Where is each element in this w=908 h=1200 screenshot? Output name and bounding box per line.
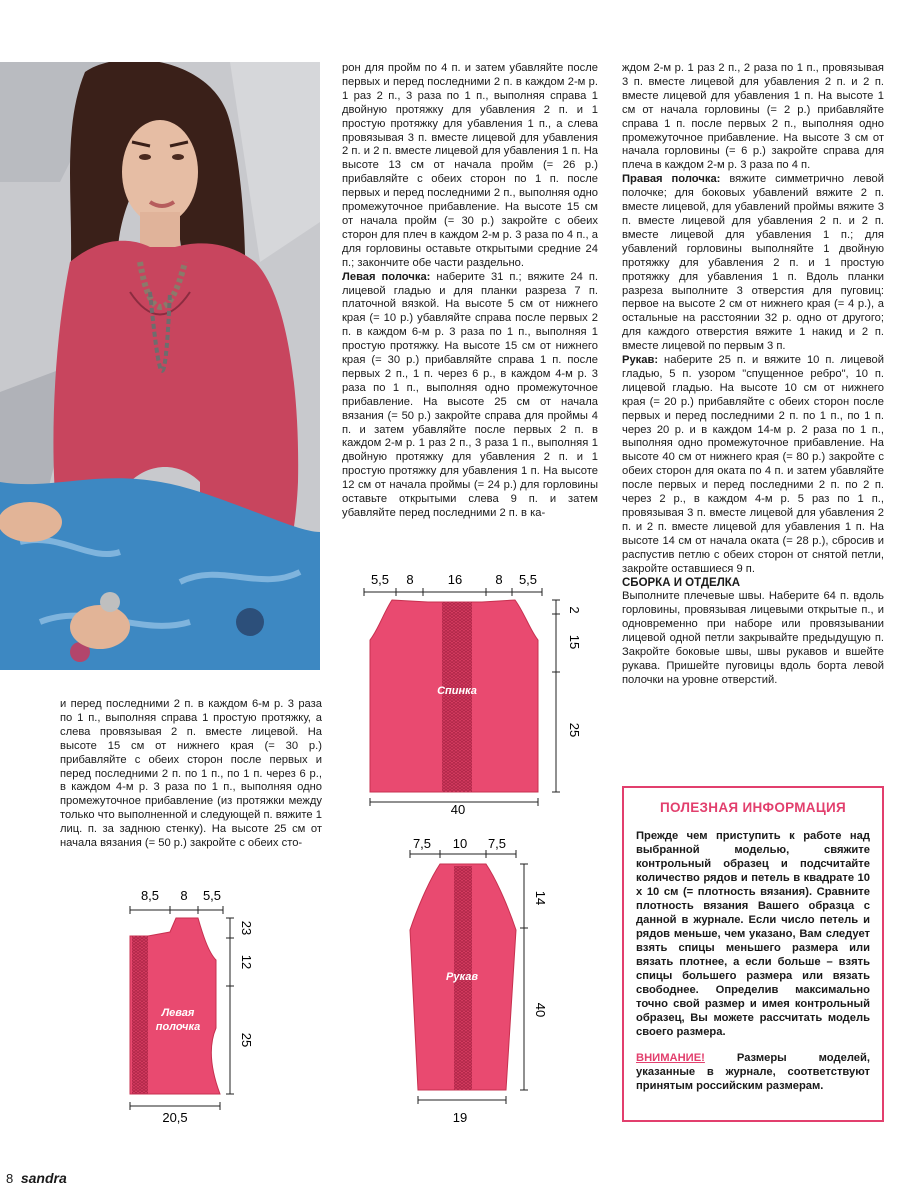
sleeve-dim-right-2: 40 (533, 1002, 548, 1018)
back-armhole-text: рон для пройм по 4 п. и затем убавляйте после первых и перед последними 2 п. в каждом 2-м р. 1 раз 2 п., 3 раза по 1 п., выполняя справа 1 двойную протяжку для убавления 2 п. и 1 простую протяжку для убавления 1 п., а слева провязывая 3 п. вместе лицевой для убавления 2 п. и 2 п. вместе лицевой для убавления 1 п. На высоте 13 см от начала пройм (= 26 р.) прибавляйте с обеих сторон по 1 п. после первых и перед последними 2 п., выполняя одно промежуточное прибавление. На высоте 15 см от начала пройм (= 30 р.) закройте с обеих сторон для плеч в каждом 2-м р. 3 раза по 4 п., а для горловины оставьте открытыми средние 24 п.; закончите обе части раздельно. (342, 62, 598, 269)
instructions-column-right (622, 62, 884, 688)
left-front-text: наберите 31 п.; вяжите 24 п. лицевой гладью и для планки разреза 7 п. платочной вязкой. На высоте 5 см от нижнего края (= 10 р.) убавляйте справа после первых 2 п. в каждом 6-м р. 3 раза по 1 п., выполняя 1 простую протяжку. На высоте 15 см от нижнего края (= 30 р.) прибавляйте справа 1 п. после первых 2 п., 1 п. через 6 р., в каждом 4-м р. 3 раза по 1 п., выполняя одно промежуточное прибавление. На высоте 25 см от начала вязания (= 50 р.) закройте справа для проймы 4 п. и затем убавляйте после первых 2 п. в каждом 2-м р. 1 раз 2 п., 3 раза 1 п., выполняя 1 двойную протяжку для убавления 2 п. и 1 простую протяжку для убавления 1 п. На высоте 12 см от начала проймы (= 24 р.) для горловины оставьте открытыми слева 9 п. и затем убавляйте перед последними 2 п. в ка- (342, 270, 599, 519)
info-box-title: ПОЛЕЗНАЯ ИНФОРМАЦИЯ (659, 800, 847, 815)
instructions-column-left (60, 698, 322, 851)
right-front-label: Правая полочка: (622, 173, 721, 186)
front-dim-top-1: 8,5 (140, 888, 160, 903)
info-box-body: Прежде чем приступить к работе над выбранной моделью, свяжите контрольный образец и подсчитайте количество рядов и петель в квадрате 10 х 10 см (= плотность вязания). Сравните плотность вязания Вашего образца с данной в журнале. Если число петель и рядов меньше, чем указано, Вам следует взять спицы меньшего размера или вязать плотнее, а если больше – взять спицы большего размера или вязать свободнее. Определив максимально точно свой размер и имея контрольный образец, Вы можете рассчитать модель своего размера. (636, 830, 870, 1038)
assembly-title: СБОРКА И ОТДЕЛКА (622, 576, 741, 589)
left-front-pattern-diagram (118, 882, 268, 1135)
sleeve-pattern-diagram (398, 832, 568, 1137)
sleeve-paragraph (622, 354, 884, 577)
instructions-column-middle (342, 62, 598, 521)
front-dim-top-2: 8 (180, 888, 188, 903)
back-dim-bottom: 40 (450, 802, 466, 815)
useful-info-box (622, 786, 884, 1122)
back-dim-top-2: 8 (406, 572, 414, 587)
warning-label: ВНИМАНИЕ! (636, 1052, 705, 1064)
front-label-line2: полочка (155, 1021, 201, 1033)
back-continued-text: и перед последними 2 п. в каждом 6-м р. 3 раза по 1 п., выполняя справа 1 простую протяжку, а слева провязывая 2 п. вместе лицевой. На высоте 15 см от нижнего края (= 30 р.) прибавляйте с обеих сторон после первых и перед последними 2 п. по 1 п., по 1 п. через 6 р., в каждом 4-м р. 3 раза по 1 п., выполняя одно промежуточное прибавление (из протяжки между только что выполненной и следующей п. вяжите 1 лиц. п. за заднюю стенку). На высоте 25 см от начала вязания (= 50 р.) закройте с обеих сто- (60, 698, 322, 850)
back-label: Спинка (437, 685, 477, 697)
model-photo (0, 62, 320, 670)
warning-text: Размеры моделей, указанные в журнале, соответствуют принятым российским размерам. (636, 1052, 870, 1092)
back-dim-right-1: 2 (567, 606, 582, 614)
magazine-brand: sandra (20, 1170, 67, 1186)
left-front-paragraph (342, 271, 598, 521)
left-front-label: Левая полочка: (342, 270, 431, 283)
back-dim-right-3: 25 (567, 722, 582, 738)
sleeve-dim-top-1: 7,5 (412, 836, 432, 851)
sleeve-dim-right-1: 14 (533, 890, 548, 906)
sleeve-dim-top-3: 7,5 (487, 836, 507, 851)
back-dim-top-3: 16 (447, 572, 463, 587)
front-dim-top-3: 5,5 (202, 888, 222, 903)
page-number: 8 (6, 1171, 14, 1186)
assembly-text: Выполните плечевые швы. Наберите 64 п. вдоль горловины, провязывая лицевыми открытые п., и одновременно при наборе или провязывании лицевой одной петли закрывайте предыдущую п. Закройте боковые швы, швы рукавов и вшейте рукава. Пришейте пуговицы вдоль борта левой полочки на уровне отверстий. (622, 590, 884, 686)
sleeve-text: наберите 25 п. и вяжите 10 п. лицевой гладью, 5 п. узором "спущенное ребро", 10 п. лицевой гладью. На высоте 10 см от нижнего края (= 20 р.) прибавляйте с обеих сторон после первых и перед последними 2 п. по 1 п., по 1 п. через 20 р. и в каждом 14-м р. 2 раза по 1 п., выполняя одно промежуточное прибавление. На высоте 40 см от нижнего края (= 80 р.) закройте с обеих сторон для оката по 4 п. и затем убавляйте после первых и перед последними 2 п. по 2 п. через 2 р., в каждом 4-м р. 5 раз по 1 п., провязывая 3 п. вместе лицевой для убавления 2 п. и 2 п. вместе лицевой для убавления 1 п. На высоте 14 см от начала оката (= 28 р.), сбросив и распустив петлю с обеих сторон от снятой петли, закройте оставшиеся 9 п. (622, 354, 884, 575)
front-dim-right-2: 12 (239, 954, 254, 970)
back-dim-top-1: 5,5 (370, 572, 390, 587)
left-front-continued-text: ждом 2-м р. 1 раз 2 п., 2 раза по 1 п., провязывая 3 п. вместе лицевой для убавления 2 п. и 2 п. вместе лицевой для убавления 1 п. На высоте 1 см от начала горловины (= 2 р.) прибавляйте справа 1 п. после первых 2 п., выполняя одно промежуточное прибавление. На высоте 3 см от начала горловины (= 6 р.) закройте справа для плеча в каждом 2-м р. 3 раза по 4 п. (622, 62, 884, 172)
page-footer (6, 1170, 67, 1186)
back-dim-top-5: 5,5 (518, 572, 538, 587)
front-label-line1: Левая (161, 1007, 195, 1019)
sleeve-dim-bottom: 19 (452, 1110, 468, 1125)
front-dim-bottom: 20,5 (162, 1110, 188, 1125)
front-dim-right-3: 25 (239, 1032, 254, 1048)
right-front-paragraph (622, 173, 884, 354)
front-dim-right-1: 23 (239, 920, 254, 936)
back-pattern-diagram (352, 570, 602, 820)
back-dim-top-4: 8 (495, 572, 503, 587)
back-dim-right-2: 15 (567, 634, 582, 650)
sleeve-label: Рукав: (622, 354, 659, 367)
right-front-text: вяжите симметрично левой полочке; для боковых убавлений вяжите 2 п. вместе лицевой, для убавлений проймы вяжите 3 п. вместе лицевой для убавления 2 п. и 2 п. вместе лицевой для убавления 1 п.; для убавлений горловины выполняйте 1 двойную протяжку для убавления 2 п. и 1 простую протяжку для убавления 1 п. Вдоль планки разреза выполните 3 отверстия для пуговиц: первое на высоте 2 см от нижнего края (= 4 р.), а остальные на расстоянии 32 р. одно от другого; для каждого отверстия вяжите 1 накид и 2 п. вместе лицевой по первым 3 п. (622, 173, 884, 353)
sleeve-dim-top-2: 10 (452, 836, 468, 851)
sleeve-label: Рукав (446, 971, 478, 983)
info-box-warning (634, 1051, 872, 1093)
